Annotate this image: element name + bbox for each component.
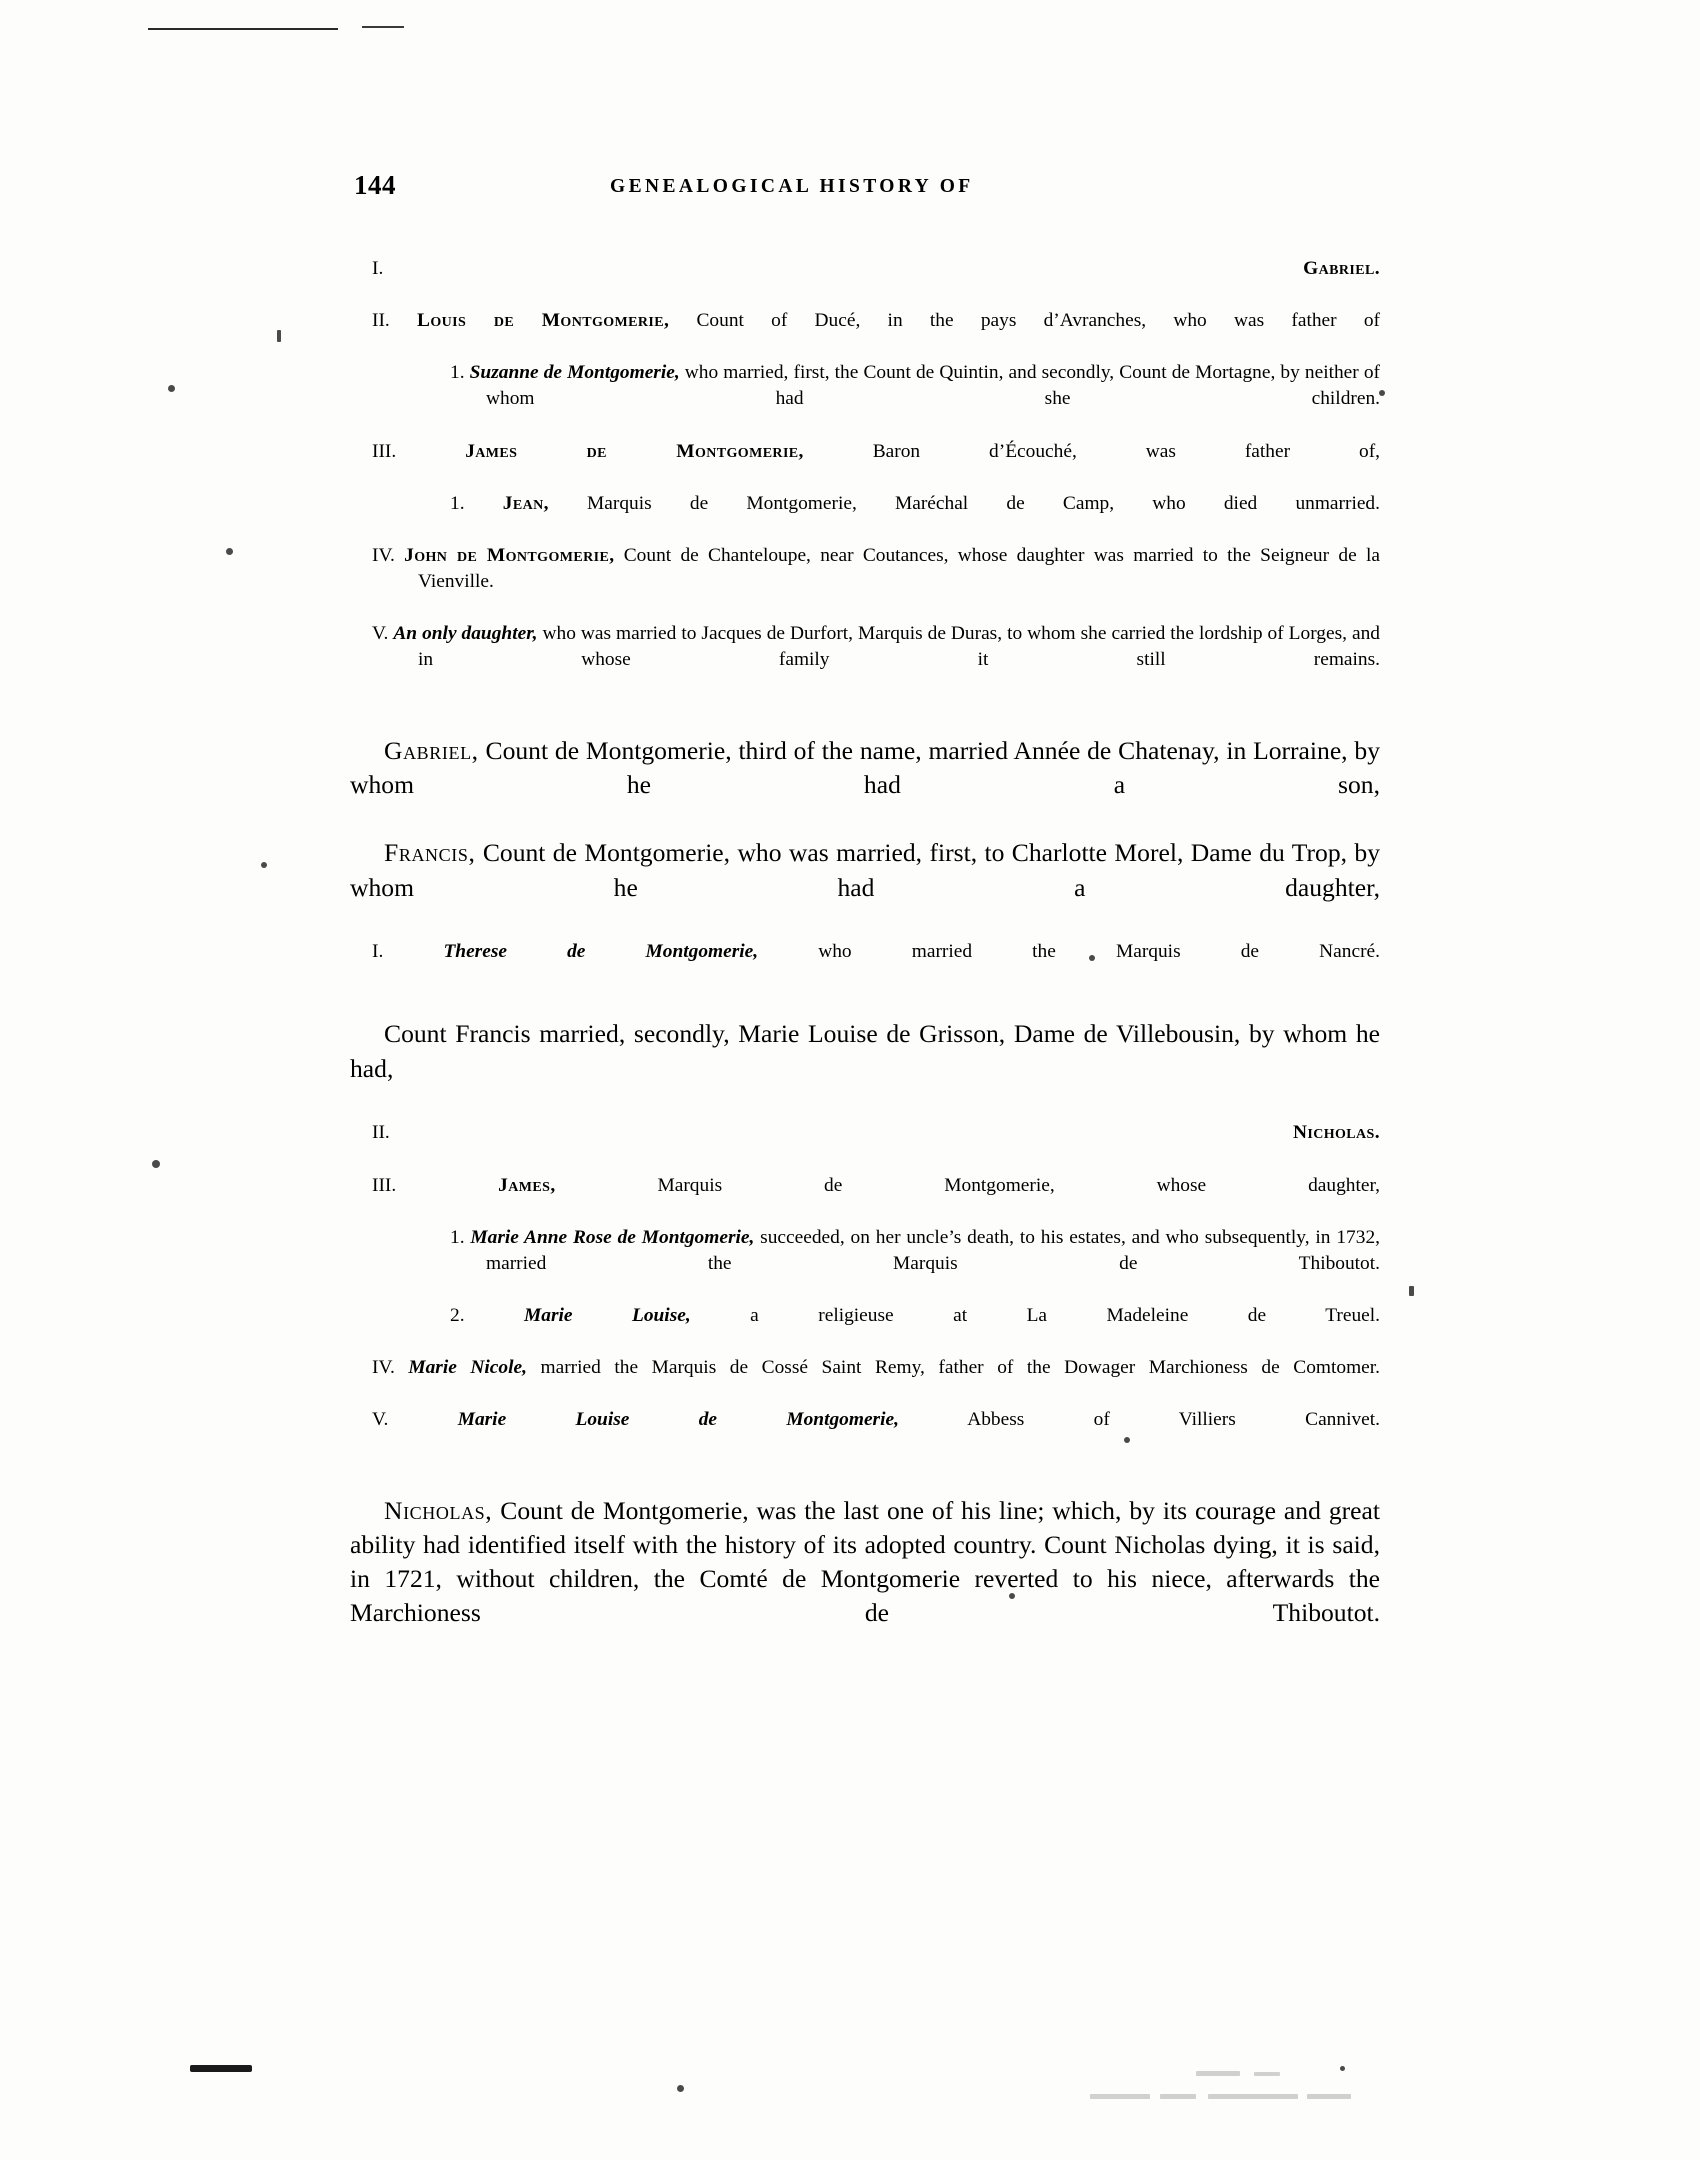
list-item <box>372 543 1380 621</box>
scan-smudge <box>1196 2063 1280 2081</box>
list-item <box>372 439 1380 491</box>
page-content <box>350 170 1380 1665</box>
section-gap <box>350 700 1380 734</box>
list-subitem <box>450 360 1380 438</box>
page-speck <box>677 2085 684 2092</box>
genealogy-list-two <box>350 1120 1380 1459</box>
list-item-text: who married the Marquis de Nancré. <box>758 941 1380 963</box>
list-subitem-numeral: 1. <box>450 1226 465 1248</box>
scan-rule-top-secondary <box>362 26 404 28</box>
page-speck <box>1340 2066 1345 2071</box>
list-item-name: Louis de Montgomerie, <box>417 310 670 332</box>
paragraph-gabriel <box>350 734 1380 837</box>
scan-rule-top <box>148 28 338 30</box>
list-subitem-numeral: 1. <box>450 492 465 514</box>
list-item-numeral: V. <box>372 1409 389 1431</box>
paragraph-lead-name: Gabriel, <box>384 735 479 765</box>
list-item-numeral: II. <box>372 310 390 332</box>
list-item-name: Therese de Montgomerie, <box>443 941 759 963</box>
paragraph-lead-name: Nicholas, <box>384 1495 493 1525</box>
list-subitem-text: a religieuse at La Madeleine de Treuel. <box>690 1304 1380 1326</box>
running-head <box>350 170 1380 218</box>
list-subitem-numeral: 1. <box>450 362 465 384</box>
list-item-text: Count de Chanteloupe, near Coutances, whose daughter was married to the Seigneur de la Vienville. <box>418 545 1380 593</box>
paragraph-text: Count de Montgomerie, was the last one of his line; which, by its courage and great ability had identified itself with the history of its adopted country. Count Nicholas dying, it is said, in 1721, without children, the Comté de Montgomerie reverted to his niece, afterwards the Marchioness de Thiboutot. <box>350 1495 1380 1628</box>
list-item <box>372 308 1380 360</box>
list-item-text: Abbess of Villiers Cannivet. <box>898 1409 1380 1431</box>
paragraph-count-francis <box>350 1017 1380 1120</box>
running-title: GENEALOGICAL HISTORY OF <box>610 176 974 197</box>
list-item <box>372 1407 1380 1459</box>
list-subitem-name: Marie Louise, <box>524 1304 691 1326</box>
list-subitem <box>450 1303 1380 1355</box>
list-item-numeral: III. <box>372 440 397 462</box>
list-item-text: Count of Ducé, in the pays d’Avranches, who was father of <box>669 310 1380 332</box>
list-item <box>372 1173 1380 1225</box>
paragraph-text: Count de Montgomerie, third of the name, married Année de Chatenay, in Lorraine, by whom he had a son, <box>350 735 1380 799</box>
page-speck <box>168 385 175 392</box>
list-item-name: John de Montgomerie, <box>404 545 615 567</box>
list-item-numeral: II. <box>372 1122 390 1144</box>
list-item-numeral: III. <box>372 1174 397 1196</box>
list-item-numeral: I. <box>372 941 384 963</box>
page-speck <box>261 862 267 868</box>
list-item-name: Marie Nicole, <box>408 1357 527 1379</box>
page-speck <box>1409 1286 1414 1296</box>
list-subitem <box>450 1225 1380 1303</box>
list-subitem-name: Marie Anne Rose de Montgomerie, <box>470 1226 755 1248</box>
list-item-numeral: I. <box>372 258 384 279</box>
page-number: 144 <box>354 170 396 200</box>
list-item <box>372 1355 1380 1407</box>
list-subitem-numeral: 2. <box>450 1304 465 1326</box>
section-gap <box>350 1460 1380 1494</box>
list-subitem-text: who married, first, the Count de Quintin, and secondly, Count de Mortagne, by neither of whom had she children. <box>486 362 1380 410</box>
paragraph-nicholas <box>350 1494 1380 1665</box>
page-speck <box>277 330 281 342</box>
list-item-name: Gabriel. <box>1303 258 1380 279</box>
list-item-text: who was married to Jacques de Durfort, Marquis de Duras, to whom she carried the lordship of Lorges, and in whose family it still remains. <box>418 623 1380 671</box>
genealogy-list-one <box>350 256 1380 700</box>
list-subitem-text: Marquis de Montgomerie, Maréchal de Camp, who died unmarried. <box>548 492 1380 514</box>
section-gap <box>350 991 1380 1017</box>
paragraph-text: Count Francis married, secondly, Marie Louise de Grisson, Dame de Villebousin, by whom he had, <box>350 1019 1380 1083</box>
scan-rule-bottom <box>190 2065 252 2072</box>
page-speck <box>152 1160 160 1168</box>
list-item-text: married the Marquis de Cossé Saint Remy, father of the Dowager Marchioness de Comtomer. <box>526 1357 1380 1379</box>
list-subitem <box>450 491 1380 543</box>
list-item-name: James de Montgomerie, <box>465 440 804 462</box>
list-item-name: James, <box>498 1174 556 1196</box>
paragraph-francois <box>350 836 1380 939</box>
list-subitem-text: succeeded, on her uncle’s death, to his estates, and who subsequently, in 1732, married the Marquis de Thiboutot. <box>486 1226 1380 1274</box>
list-item <box>372 621 1380 699</box>
list-item-numeral: IV. <box>372 545 395 567</box>
list-subitem-name: Jean, <box>502 492 549 514</box>
list-item-name: Nicholas. <box>1292 1122 1380 1144</box>
list-item-name: Marie Louise de Montgomerie, <box>457 1409 899 1431</box>
paragraph-lead-name: Francis, <box>384 838 476 868</box>
list-item-text: Baron d’Écouché, was father of, <box>803 440 1380 462</box>
paragraph-text: Count de Montgomerie, who was married, first, to Charlotte Morel, Dame du Trop, by whom he had a daughter, <box>350 838 1380 902</box>
list-item <box>372 1120 1380 1172</box>
scan-smudge <box>1090 2086 1351 2104</box>
list-item-numeral: IV. <box>372 1357 395 1379</box>
list-subitem-name: Suzanne de Montgomerie, <box>469 362 680 384</box>
genealogy-list-therese <box>350 939 1380 991</box>
list-item-numeral: V. <box>372 623 389 645</box>
list-item-name: An only daughter, <box>393 623 538 645</box>
page-speck <box>226 548 233 555</box>
list-item <box>372 939 1380 991</box>
list-item-text: Marquis de Montgomerie, whose daughter, <box>555 1174 1380 1196</box>
list-item <box>372 256 1380 308</box>
